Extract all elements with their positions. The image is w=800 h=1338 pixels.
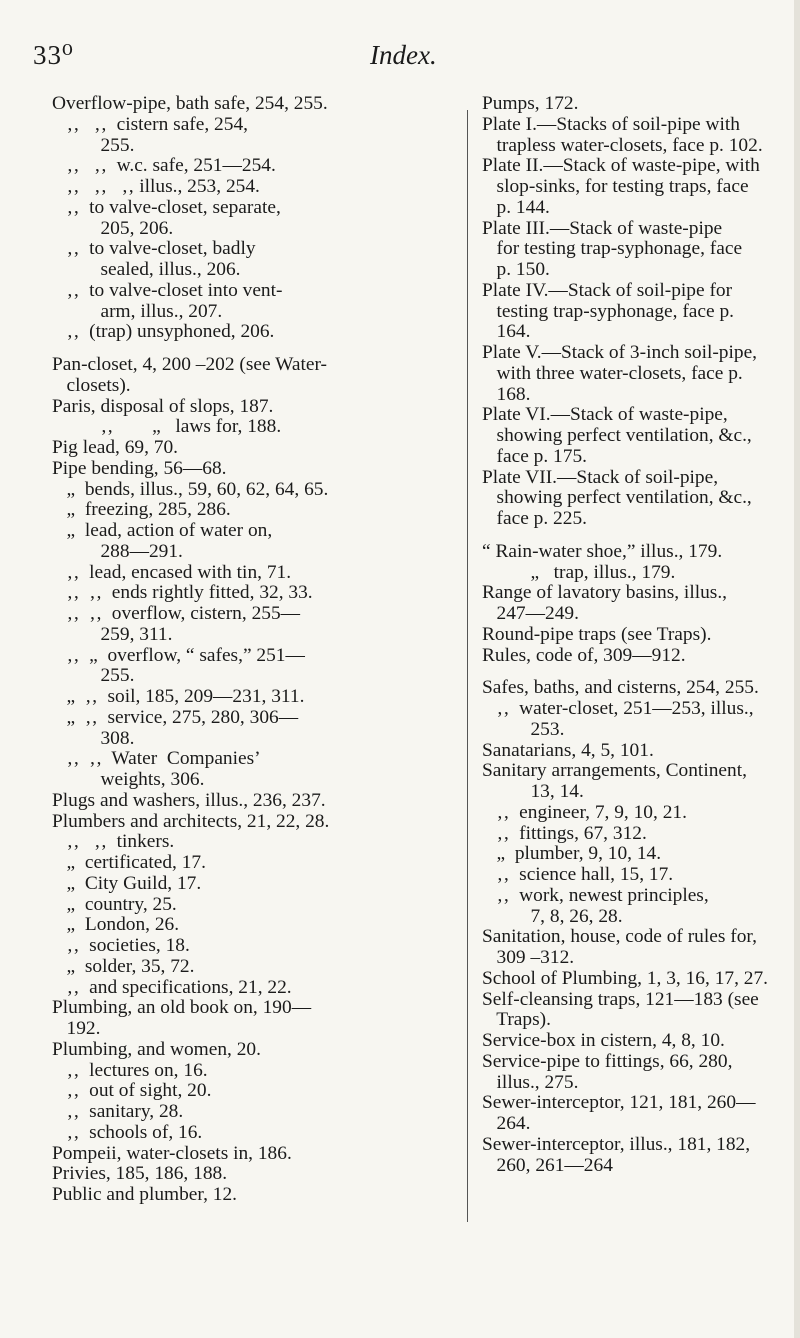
index-entry: „ country, 25. — [52, 893, 177, 915]
index-entry: ‚‚ sanitary, 28. — [52, 1101, 184, 1122]
index-entry: ‚‚ „ laws for, 188. — [52, 416, 282, 438]
index-entry: “ Rain-water shoe,” illus., 179. — [482, 540, 723, 562]
index-entry: 192. — [52, 1018, 101, 1039]
index-entry: „ City Guild, 17. — [52, 872, 202, 894]
index-entry: 164. — [482, 321, 531, 343]
index-entry: ‚‚ to valve-closet, badly — [52, 238, 256, 260]
index-entry: 308. — [52, 727, 135, 749]
index-entry: ‚‚ „ overflow, “ safes,” 251— — [52, 644, 305, 666]
index-entry: slop-sinks, for testing traps, face — [482, 176, 749, 197]
index-entry: showing perfect ventilation, &c., — [482, 425, 752, 446]
entry-gap — [482, 530, 778, 542]
page-edge — [794, 0, 800, 1338]
index-entry: Safes, baths, and cisterns, 254, 255. — [482, 677, 759, 699]
index-entry: arm, illus., 207. — [52, 300, 223, 322]
index-entry: Plate II.—Stack of waste-pipe, with — [482, 155, 760, 177]
index-entry: 255. — [52, 134, 135, 156]
index-entry: 247—249. — [482, 603, 579, 624]
index-entry: Plumbing, and women, 20. — [52, 1038, 261, 1060]
index-entry: Plate III.—Stack of waste-pipe — [482, 217, 723, 239]
index-entry: ‚‚ to valve-closet into vent- — [52, 279, 283, 301]
index-entry: School of Plumbing, 1, 3, 16, 17, 27. — [482, 967, 769, 989]
index-entry: Public and plumber, 12. — [52, 1184, 238, 1205]
index-entry: Plugs and washers, illus., 236, 237. — [52, 789, 326, 811]
index-column-right — [482, 94, 778, 1176]
index-entry: Sanitary arrangements, Continent, — [482, 760, 747, 782]
index-entry: ‚‚ and specifications, 21, 22. — [52, 976, 292, 998]
index-entry: Pumps, 172. — [482, 93, 579, 114]
index-entry: trapless water-closets, face p. 102. — [482, 134, 763, 156]
index-entry: Overflow-pipe, bath safe, 254, 255. — [52, 93, 328, 114]
page-header — [0, 40, 800, 90]
index-entry: ‚‚ ‚‚ ‚‚ illus., 253, 254. — [52, 176, 260, 197]
index-entry: ‚‚ out of sight, 20. — [52, 1080, 212, 1102]
index-entry: with three water-closets, face p. — [482, 362, 743, 384]
column-divider — [467, 110, 468, 1222]
index-entry: ‚‚ ‚‚ ends rightly fitted, 32, 33. — [52, 582, 313, 604]
index-entry: ‚‚ fittings, 67, 312. — [482, 822, 647, 844]
index-entry: 259, 311. — [52, 623, 173, 645]
index-entry: Pan-closet, 4, 200 –202 (see Water- — [52, 354, 328, 375]
index-entry: ‚‚ ‚‚ cistern safe, 254, — [52, 113, 248, 135]
index-entry: ‚‚ societies, 18. — [52, 935, 190, 956]
index-entry: Paris, disposal of slops, 187. — [52, 395, 274, 417]
index-entry: face p. 225. — [482, 508, 587, 529]
index-entry: 7, 8, 26, 28. — [482, 905, 623, 927]
index-entry: Plate I.—Stacks of soil-pipe with — [482, 113, 740, 135]
index-entry: face p. 175. — [482, 445, 587, 467]
index-entry: weights, 306. — [52, 769, 205, 790]
index-entry: testing trap-syphonage, face p. — [482, 300, 734, 322]
index-entry: Pig lead, 69, 70. — [52, 437, 179, 458]
index-entry: „ freezing, 285, 286. — [52, 499, 231, 521]
index-entry: ‚‚ ‚‚ w.c. safe, 251—254. — [52, 155, 276, 177]
index-entry: ‚‚ ‚‚ Water Companies’ — [52, 748, 261, 770]
index-entry: 13, 14. — [482, 781, 584, 802]
index-entry: Rules, code of, 309—912. — [482, 644, 686, 666]
index-entry: Round-pipe traps (see Traps). — [482, 623, 712, 645]
index-entry: ‚‚ (trap) unsyphoned, 206. — [52, 321, 275, 343]
index-entry: closets). — [52, 374, 131, 396]
index-entry: 205, 206. — [52, 217, 174, 239]
index-entry: „ trap, illus., 179. — [482, 561, 676, 583]
index-entry: ‚‚ lectures on, 16. — [52, 1059, 208, 1081]
index-entry: Pipe bending, 56—68. — [52, 457, 227, 479]
index-entry: „ plumber, 9, 10, 14. — [482, 843, 662, 865]
index-entry: Pompeii, water-closets in, 186. — [52, 1142, 292, 1164]
index-entry: Sewer-interceptor, illus., 181, 182, — [482, 1133, 751, 1155]
index-entry: 255. — [52, 665, 135, 687]
index-entry: Range of lavatory basins, illus., — [482, 582, 728, 604]
index-entry: p. 144. — [482, 196, 550, 218]
index-entry: Plate V.—Stack of 3-inch soil-pipe, — [482, 342, 758, 363]
index-entry: Plate IV.—Stack of soil-pipe for — [482, 279, 733, 301]
index-entry: Sanitation, house, code of rules for, — [482, 926, 757, 948]
index-entry: sealed, illus., 206. — [52, 259, 241, 280]
index-entry: Service-pipe to fittings, 66, 280, — [482, 1050, 733, 1072]
index-entry: illus., 275. — [482, 1071, 579, 1093]
index-entry: ‚‚ ‚‚ tinkers. — [52, 831, 175, 853]
index-entry: ‚‚ work, newest principles, — [482, 884, 709, 906]
index-entry: Privies, 185, 186, 188. — [52, 1163, 228, 1185]
index-entry: ‚‚ schools of, 16. — [52, 1121, 203, 1143]
index-entry: p. 150. — [482, 259, 550, 280]
index-entry: „ certificated, 17. — [52, 852, 206, 873]
running-title: Index. — [370, 40, 437, 70]
index-entry: „ ‚‚ service, 275, 280, 306— — [52, 706, 299, 728]
index-column-left — [52, 94, 452, 1206]
index-entry: „ solder, 35, 72. — [52, 955, 195, 977]
index-entry: ‚‚ water-closet, 251—253, illus., — [482, 698, 754, 719]
index-entry: Sanatarians, 4, 5, 101. — [482, 739, 654, 761]
index-entry: 264. — [482, 1113, 531, 1134]
index-entry: 253. — [482, 718, 565, 740]
index-entry: showing perfect ventilation, &c., — [482, 487, 752, 509]
index-entry: Traps). — [482, 1009, 551, 1031]
index-entry: 260, 261—264 — [482, 1154, 613, 1176]
index-entry: Self-cleansing traps, 121—183 (see — [482, 988, 759, 1010]
index-entry: ‚‚ engineer, 7, 9, 10, 21. — [482, 801, 687, 823]
index-entry: Plumbing, an old book on, 190— — [52, 997, 312, 1019]
index-entry: Sewer-interceptor, 121, 181, 260— — [482, 1092, 756, 1114]
index-entry: Plate VI.—Stack of waste-pipe, — [482, 404, 728, 426]
index-entry: „ lead, action of water on, — [52, 520, 273, 541]
index-entry: „ bends, illus., 59, 60, 62, 64, 65. — [52, 478, 329, 500]
index-entry: ‚‚ lead, encased with tin, 71. — [52, 561, 292, 583]
index-entry: 168. — [482, 383, 531, 405]
index-entry: Service-box in cistern, 4, 8, 10. — [482, 1030, 725, 1051]
index-entry: „ London, 26. — [52, 914, 180, 936]
index-entry: ‚‚ ‚‚ overflow, cistern, 255— — [52, 603, 301, 624]
index-entry: 309 –312. — [482, 947, 575, 968]
index-entry: „ ‚‚ soil, 185, 209—231, 311. — [52, 686, 305, 707]
index-entry: Plate VII.—Stack of soil-pipe, — [482, 466, 719, 488]
index-entry: for testing trap-syphonage, face — [482, 238, 743, 260]
index-entry: ‚‚ science hall, 15, 17. — [482, 864, 674, 885]
index-entry: 288—291. — [52, 540, 183, 562]
index-entry: Plumbers and architects, 21, 22, 28. — [52, 810, 330, 832]
page-number: 33⁰ — [33, 40, 74, 70]
index-entry: ‚‚ to valve-closet, separate, — [52, 196, 281, 218]
